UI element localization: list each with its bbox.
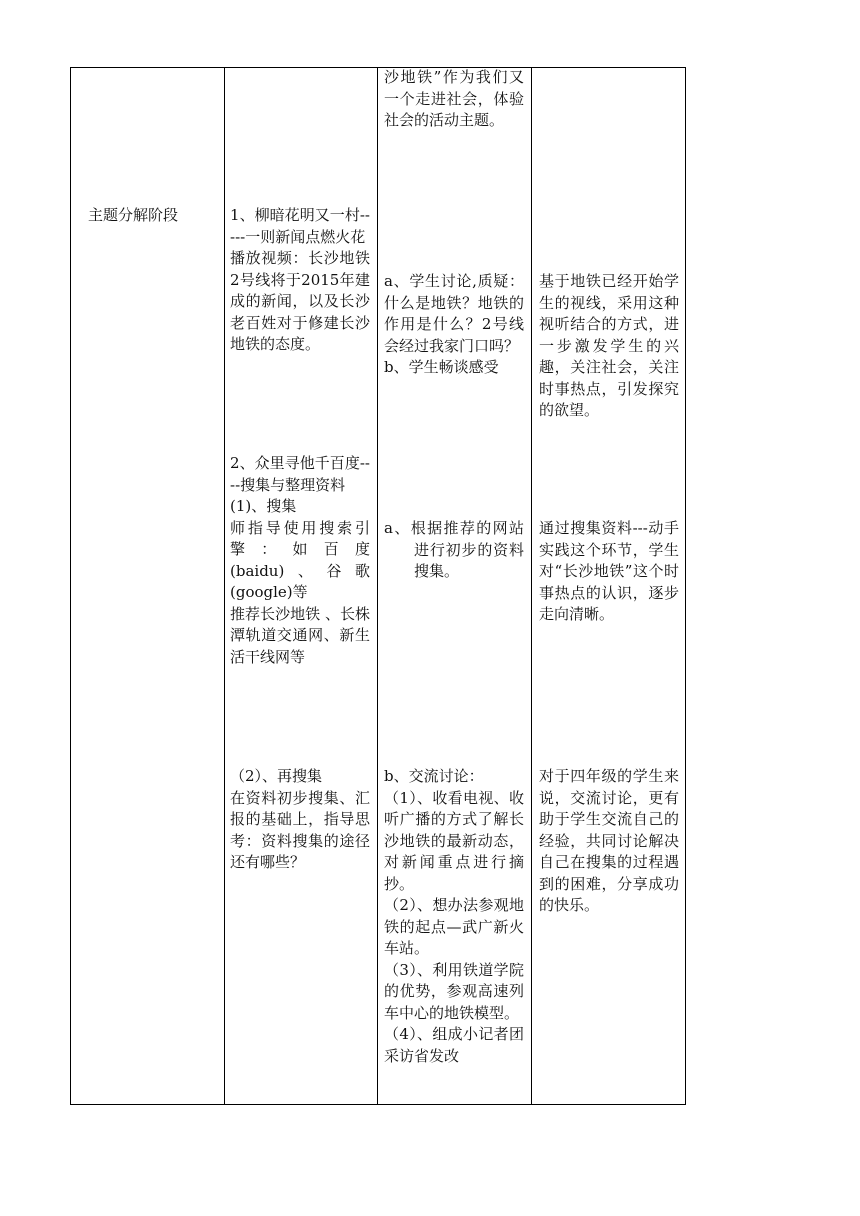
teacher-activity-step1 (230, 205, 370, 356)
step1-body: 播放视频：长沙地铁2号线将于2015年建成的新闻，以及长沙老百姓对于修建长沙地铁的态度。 (230, 249, 370, 353)
design-intent-2-text: 通过搜集资料---动手实践这个环节，学生对“长沙地铁”这个时事热点的认识，逐步走向清晰。 (539, 519, 679, 623)
design-intent-1 (539, 271, 679, 422)
step2-sub1-body: 师指导使用搜索引擎：如百度(baidu)、谷歌(google)等 (230, 518, 370, 601)
step2-title: 2、众里寻他千百度----搜集与整理资料 (230, 454, 370, 494)
student-b2-item2: （2）、想办法参观地铁的起点—武广新火车站。 (384, 896, 524, 957)
table-right-border (685, 67, 686, 1105)
student-activity-step2 (384, 518, 524, 583)
student-b1: b、学生畅谈感受 (384, 358, 499, 376)
stage-label-cell (88, 205, 218, 227)
student-activity-step2-discussion (384, 766, 524, 1067)
design-intent-1-text: 基于地铁已经开始学生的视线，采用这种视听结合的方式，进一步激发学生的兴趣，关注社会，关注时事热点，引发探究的欲望。 (539, 272, 679, 419)
teacher-activity-step2-sub2 (230, 766, 370, 874)
design-intent-2 (539, 518, 679, 626)
design-intent-3-text: 对于四年级的学生来说，交流讨论，更有助于学生交流自己的经验，共同讨论解决自己在搜集的过程遇到的困难，分享成功的快乐。 (539, 767, 679, 914)
column-divider-3 (531, 67, 532, 1105)
step2-sub2-body: 在资料初步搜集、汇报的基础上，指导思考：资料搜集的途径还有哪些？ (230, 788, 370, 871)
student-b2-item4: （4）、组成小记者团采访省发改 (384, 1025, 524, 1065)
column-divider-2 (377, 67, 378, 1105)
student-activity-intro (384, 67, 524, 132)
student-b2-title: b、交流讨论： (384, 767, 484, 785)
intro-text: 沙地铁”作为我们又一个走进社会，体验社会的活动主题。 (384, 68, 524, 129)
step2-sub1: (1)、搜集 (230, 497, 297, 515)
student-activity-step1 (384, 271, 524, 379)
student-b2-item1: （1）、收看电视、收听广播的方式了解长沙地铁的最新动态，对新闻重点进行摘抄。 (384, 788, 524, 893)
student-b2-item3: （3）、利用铁道学院的优势，参观高速列车中心的地铁模型。 (384, 960, 524, 1022)
step2-sub2: （2）、再搜集 (230, 767, 323, 785)
table-bottom-border (70, 1104, 686, 1105)
student-a2: a、根据推荐的网站进行初步的资料搜集。 (384, 519, 524, 580)
student-a1: a、学生讨论,质疑：什么是地铁？地铁的作用是什么？2号线会经过我家门口吗？ (384, 272, 524, 355)
column-divider-1 (224, 67, 225, 1105)
step2-sub1-recommend: 推荐长沙地铁 、长株潭轨道交通网、新生活干线网等 (230, 604, 370, 666)
table-left-border (70, 67, 71, 1105)
teacher-activity-step2 (230, 453, 370, 668)
step1-title: 1、柳暗花明又一村-----一则新闻点燃火花 (230, 206, 370, 246)
design-intent-3 (539, 766, 679, 917)
stage-label: 主题分解阶段 (88, 206, 179, 224)
table-top-border (70, 67, 686, 68)
